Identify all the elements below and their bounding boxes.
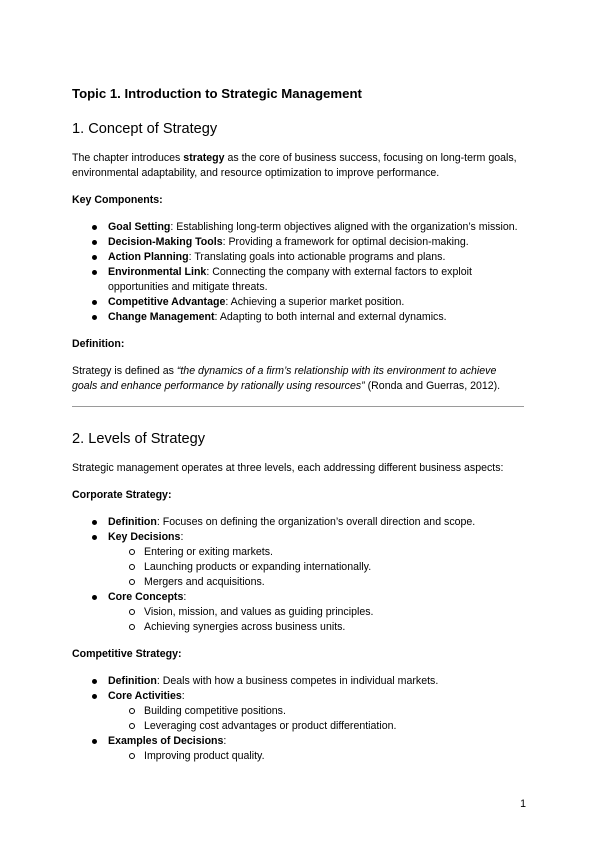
- list-item: Environmental Link: Connecting the company with external factors to exploit opportunities and mitigate threats.: [108, 265, 524, 295]
- section-2-heading: 2. Levels of Strategy: [72, 431, 206, 447]
- definition-text: Strategy is defined as “the dynamics of a firm’s relationship with its environment to achieve goals and enhance performance by rationally using resources” (Ronda and Guerras, 2012).: [72, 365, 501, 392]
- list-item: Core Activities: Building competitive positions. Leveraging cost advantages or product differentiation.: [108, 689, 524, 734]
- sublist-item: Launching products or expanding internationally.: [144, 560, 524, 575]
- section-2-intro: Strategic management operates at three levels, each addressing different business aspects:: [72, 462, 504, 474]
- list-item: Core Concepts: Vision, mission, and values as guiding principles. Achieving synergies across business units.: [108, 590, 524, 635]
- document-page: [72, 84, 524, 776]
- sublist-item: Improving product quality.: [144, 749, 524, 764]
- definition-quote: “the dynamics of a firm’s relationship with its environment to achieve goals and enhance performance by rationally using resources”: [72, 365, 497, 392]
- corporate-strategy-label: Corporate Strategy:: [72, 489, 172, 501]
- core-concepts-sublist: [108, 605, 524, 635]
- sublist-item: Building competitive positions.: [144, 704, 524, 719]
- key-components-list: [72, 220, 524, 325]
- list-item: Competitive Advantage: Achieving a superior market position.: [108, 295, 524, 310]
- section-1-intro: The chapter introduces strategy as the core of business success, focusing on long-term goals, environmental adaptability, and resource optimization to improve performance.: [72, 152, 517, 179]
- sublist-item: Achieving synergies across business units.: [144, 620, 524, 635]
- section-divider: [72, 406, 524, 407]
- key-decisions-sublist: [108, 545, 524, 590]
- sublist-item: Entering or exiting markets.: [144, 545, 524, 560]
- list-item: Definition: Focuses on defining the organization’s overall direction and scope.: [108, 515, 524, 530]
- core-activities-sublist: [108, 704, 524, 734]
- list-item: Decision-Making Tools: Providing a framework for optimal decision-making.: [108, 235, 524, 250]
- list-item: Change Management: Adapting to both internal and external dynamics.: [108, 310, 524, 325]
- competitive-strategy-label: Competitive Strategy:: [72, 648, 182, 660]
- page-title: Topic 1. Introduction to Strategic Management: [72, 86, 362, 101]
- strategy-term: strategy: [183, 152, 225, 164]
- competitive-strategy-list: [72, 674, 524, 764]
- corporate-strategy-list: [72, 515, 524, 635]
- examples-sublist: [108, 749, 524, 764]
- list-item: Key Decisions: Entering or exiting markets. Launching products or expanding internationally. Mergers and acquisitions.: [108, 530, 524, 590]
- sublist-item: Vision, mission, and values as guiding principles.: [144, 605, 524, 620]
- list-item: Action Planning: Translating goals into actionable programs and plans.: [108, 250, 524, 265]
- list-item: Definition: Deals with how a business competes in individual markets.: [108, 674, 524, 689]
- list-item: Examples of Decisions: Improving product quality.: [108, 734, 524, 764]
- sublist-item: Leveraging cost advantages or product differentiation.: [144, 719, 524, 734]
- key-components-label: Key Components:: [72, 194, 163, 206]
- list-item: Goal Setting: Establishing long-term objectives aligned with the organization’s mission.: [108, 220, 524, 235]
- sublist-item: Mergers and acquisitions.: [144, 575, 524, 590]
- section-1-heading: 1. Concept of Strategy: [72, 121, 218, 137]
- definition-label: Definition:: [72, 338, 125, 350]
- page-number: 1: [520, 798, 526, 810]
